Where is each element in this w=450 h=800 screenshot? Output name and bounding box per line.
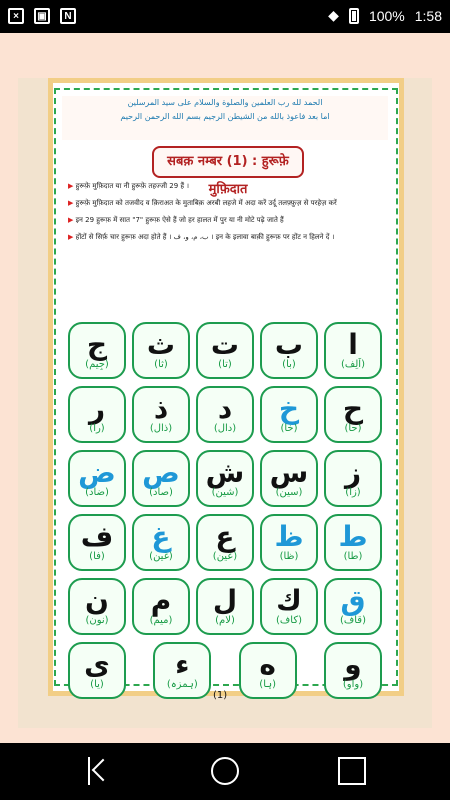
letter-name: (نون): [85, 614, 109, 626]
bullet-2: ▶ हुरूफ़े मुफ़िदात को तजवीद व क़िराअत के मुताबिक़ अरबी लहजे में अदा करें उर्दू तलफ़्फ़ुज़ से परहेज़ करें: [68, 198, 382, 209]
letter-glyph: ر: [88, 391, 106, 425]
letter-name: (كاف): [276, 614, 302, 626]
letter-name: (واو): [342, 678, 364, 690]
letter-cell[interactable]: [132, 386, 190, 443]
letter-name: (فا): [89, 550, 105, 562]
letter-glyph: ظ: [274, 519, 304, 553]
letter-cell[interactable]: [260, 578, 318, 635]
letter-cell[interactable]: [132, 514, 190, 571]
letter-glyph: ص: [142, 455, 180, 489]
letter-glyph: ى: [84, 647, 110, 681]
letter-glyph: ق: [340, 583, 366, 617]
letter-glyph: ء: [175, 647, 190, 681]
letter-name: (ظا): [279, 550, 299, 562]
letter-glyph: ل: [212, 583, 238, 617]
letter-name: (زا): [345, 486, 361, 498]
letter-cell[interactable]: [132, 322, 190, 379]
letter-name: (عین): [212, 550, 238, 562]
letter-glyph: ج: [86, 327, 108, 361]
close-icon: ×: [8, 8, 24, 24]
letter-row-2: [68, 386, 382, 443]
letter-name: (را): [89, 422, 105, 434]
letter-name: (با): [282, 358, 296, 370]
letter-cell[interactable]: [260, 322, 318, 379]
status-right: [328, 7, 442, 24]
letter-cell[interactable]: [68, 322, 126, 379]
home-circle-icon[interactable]: [211, 757, 239, 785]
letter-cell[interactable]: [196, 514, 254, 571]
status-bar: [0, 0, 450, 33]
wifi-icon: ◆: [328, 7, 339, 23]
letter-grid: [68, 322, 382, 706]
letter-name: (حا): [344, 422, 362, 434]
letter-glyph: ش: [205, 455, 245, 489]
letter-glyph: و: [344, 647, 362, 681]
letter-name: (قاف): [339, 614, 366, 626]
letter-cell[interactable]: [260, 386, 318, 443]
letter-glyph: ا: [348, 327, 358, 361]
bullet-3: ▶ इन 29 हुरूफ़ में सात "7" हुरूफ़ ऐसे हैं जो हर हालत में पुर या नी मोटे पढ़े जाते हैं: [68, 215, 382, 226]
letter-cell[interactable]: [260, 450, 318, 507]
letter-cell[interactable]: [196, 386, 254, 443]
letter-glyph: ك: [276, 583, 302, 617]
letter-cell[interactable]: [196, 578, 254, 635]
letter-glyph: ف: [80, 519, 114, 553]
letter-name: (طا): [343, 550, 363, 562]
letter-row-3: [68, 450, 382, 507]
letter-name: (تا): [218, 358, 232, 370]
bullet-1: ▶ हुरूफ़े मुफ़िदात या नी हुरूफ़े तहज्जी 29 हैं ।: [68, 181, 382, 192]
header-line-2: اما بعد فاعوذ بالله من الشيطن الرجيم بسم الله الرحمن الرحيم: [120, 112, 330, 121]
arabic-header: [62, 96, 388, 140]
letter-glyph: س: [269, 455, 309, 489]
letter-cell[interactable]: [324, 386, 382, 443]
letter-name: (ثا): [154, 358, 168, 370]
letter-glyph: ع: [215, 519, 235, 553]
letter-name: (ہمزہ): [166, 678, 198, 690]
android-nav-bar: [0, 743, 450, 800]
letter-glyph: ن: [85, 583, 109, 617]
recent-apps-square-icon[interactable]: [338, 757, 366, 785]
letter-cell[interactable]: [68, 450, 126, 507]
letter-cell[interactable]: [153, 642, 211, 699]
letter-glyph: ز: [344, 455, 362, 489]
battery-percent: 100%: [368, 7, 405, 24]
letter-cell[interactable]: [324, 514, 382, 571]
page-number: (1): [213, 690, 228, 701]
letter-name: (ہا): [259, 678, 277, 690]
letter-name: (میم): [149, 614, 173, 626]
letter-name: (خا): [280, 422, 298, 434]
image-icon: ▣: [34, 8, 50, 24]
letter-glyph: ت: [210, 327, 240, 361]
header-line-1: الحمد لله رب العلمين والصلوة والسلام على سيد المرسلين: [127, 98, 323, 107]
letter-glyph: ط: [338, 519, 368, 553]
letter-glyph: ه: [259, 647, 276, 681]
letter-glyph: ث: [146, 327, 176, 361]
letter-cell[interactable]: [324, 322, 382, 379]
letter-glyph: غ: [151, 519, 171, 553]
letter-cell[interactable]: [324, 450, 382, 507]
letter-name: (دال): [213, 422, 237, 434]
letter-cell[interactable]: [68, 386, 126, 443]
letter-cell[interactable]: [196, 322, 254, 379]
letter-name: (غین): [149, 550, 173, 562]
letter-cell[interactable]: [68, 642, 126, 699]
letter-cell[interactable]: [132, 450, 190, 507]
lesson-bullets: [68, 181, 382, 249]
letter-cell[interactable]: [324, 642, 382, 699]
letter-name: (جِيم): [85, 358, 109, 370]
letter-cell[interactable]: [239, 642, 297, 699]
letter-glyph: ح: [342, 391, 364, 425]
letter-glyph: ض: [78, 455, 116, 489]
n-app-icon: N: [60, 8, 76, 24]
letter-cell[interactable]: [68, 514, 126, 571]
letter-name: (یا): [90, 678, 104, 690]
lesson-title: सबक़ नम्बर (1) : हुरूफ़े मुफ़िदात: [152, 146, 304, 178]
back-triangle-icon[interactable]: [88, 757, 118, 785]
letter-cell[interactable]: [68, 578, 126, 635]
letter-name: (شین): [211, 486, 239, 498]
letter-row-5: [68, 578, 382, 635]
letter-row-4: [68, 514, 382, 571]
letter-name: (ذال): [149, 422, 173, 434]
clock: 1:58: [414, 7, 442, 24]
letter-glyph: ذ: [153, 391, 169, 425]
letter-glyph: م: [150, 583, 172, 617]
letter-cell[interactable]: [324, 578, 382, 635]
battery-icon: [349, 8, 359, 24]
letter-glyph: ب: [274, 327, 304, 361]
letter-glyph: خ: [278, 391, 300, 425]
letter-glyph: د: [217, 391, 233, 425]
letter-cell[interactable]: [196, 450, 254, 507]
letter-name: (لام): [215, 614, 235, 626]
status-left-icons: [8, 8, 76, 24]
letter-name: (سین): [275, 486, 303, 498]
letter-name: (اَلِف): [341, 358, 365, 370]
letter-row-1: [68, 322, 382, 379]
letter-name: (ضاد): [85, 486, 109, 498]
bullet-4: ▶ होंटों से सिर्फ़ चार हुरूफ़ अदा होते हैं । ب، م، و، ف । इन के इलावा बाक़ी हुरूफ़ पर होंट न हिलने दें ।: [68, 232, 382, 243]
letter-cell[interactable]: [132, 578, 190, 635]
letter-cell[interactable]: [260, 514, 318, 571]
letter-name: (صاد): [149, 486, 173, 498]
